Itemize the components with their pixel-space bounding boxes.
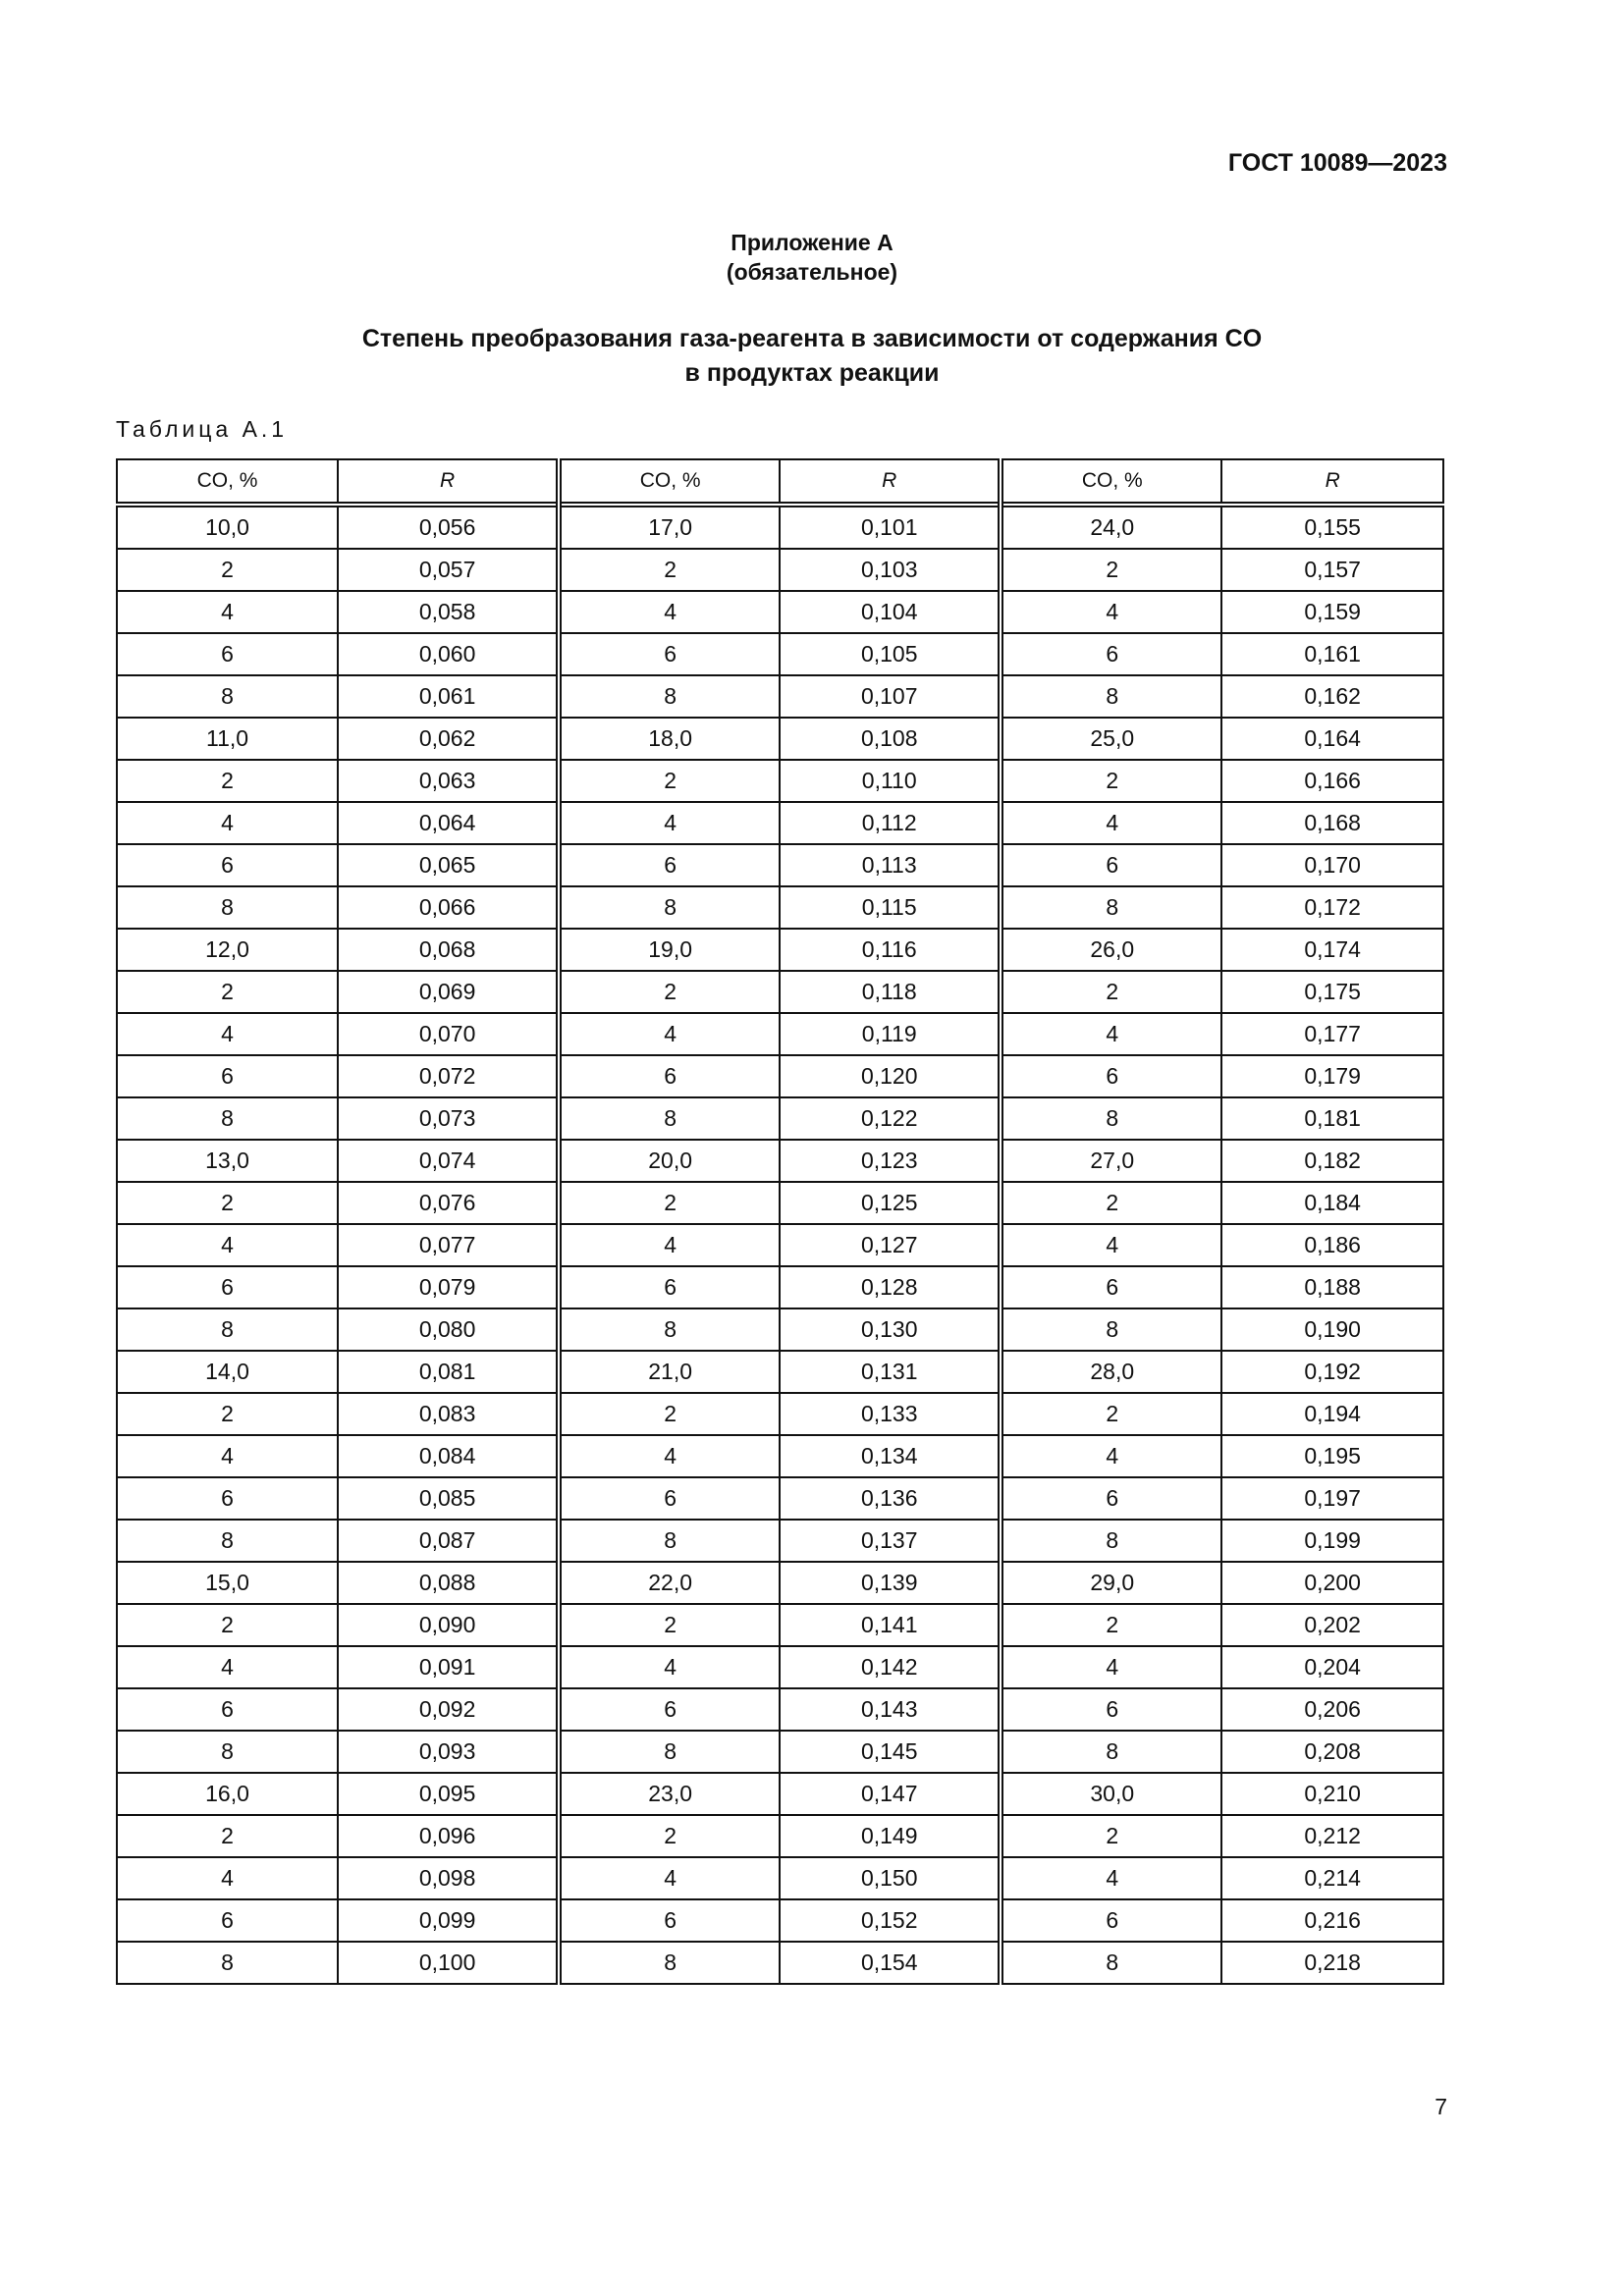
cell-r-1: 0,074 (338, 1140, 559, 1182)
cell-co-3: 8 (1001, 886, 1221, 929)
cell-co-1: 2 (117, 1604, 338, 1646)
cell-r-3: 0,206 (1221, 1688, 1443, 1731)
cell-r-1: 0,062 (338, 718, 559, 760)
cell-r-3: 0,192 (1221, 1351, 1443, 1393)
table-row (117, 1097, 1443, 1140)
header-co-2: CO, % (559, 459, 780, 505)
cell-co-2: 2 (559, 1815, 780, 1857)
cell-co-3: 8 (1001, 1097, 1221, 1140)
cell-co-1: 8 (117, 1942, 338, 1984)
cell-r-3: 0,161 (1221, 633, 1443, 675)
cell-co-2: 8 (559, 1942, 780, 1984)
cell-r-3: 0,186 (1221, 1224, 1443, 1266)
table-row (117, 1393, 1443, 1435)
cell-co-2: 19,0 (559, 929, 780, 971)
cell-co-1: 8 (117, 1731, 338, 1773)
cell-co-1: 2 (117, 1815, 338, 1857)
table-row (117, 1731, 1443, 1773)
cell-co-1: 12,0 (117, 929, 338, 971)
cell-co-1: 13,0 (117, 1140, 338, 1182)
table-row (117, 1055, 1443, 1097)
cell-co-3: 8 (1001, 675, 1221, 718)
cell-co-3: 2 (1001, 760, 1221, 802)
cell-r-3: 0,177 (1221, 1013, 1443, 1055)
header-r-1: R (338, 459, 559, 505)
header-co-1: CO, % (117, 459, 338, 505)
cell-co-2: 4 (559, 1013, 780, 1055)
cell-co-1: 2 (117, 760, 338, 802)
cell-co-2: 2 (559, 760, 780, 802)
cell-r-3: 0,181 (1221, 1097, 1443, 1140)
table-row (117, 1815, 1443, 1857)
table-row (117, 760, 1443, 802)
cell-co-1: 8 (117, 675, 338, 718)
cell-r-2: 0,136 (780, 1477, 1001, 1520)
table-row (117, 1688, 1443, 1731)
cell-r-1: 0,083 (338, 1393, 559, 1435)
table-row (117, 1857, 1443, 1899)
cell-r-1: 0,064 (338, 802, 559, 844)
table-row (117, 633, 1443, 675)
cell-co-2: 8 (559, 1308, 780, 1351)
cell-co-1: 6 (117, 1477, 338, 1520)
cell-r-3: 0,208 (1221, 1731, 1443, 1773)
cell-co-1: 4 (117, 1646, 338, 1688)
cell-co-1: 8 (117, 1308, 338, 1351)
cell-co-2: 4 (559, 1224, 780, 1266)
table-row (117, 1013, 1443, 1055)
table-row (117, 1520, 1443, 1562)
cell-r-3: 0,182 (1221, 1140, 1443, 1182)
cell-r-1: 0,076 (338, 1182, 559, 1224)
cell-co-3: 4 (1001, 1435, 1221, 1477)
cell-r-1: 0,087 (338, 1520, 559, 1562)
cell-r-1: 0,060 (338, 633, 559, 675)
cell-co-2: 4 (559, 591, 780, 633)
cell-co-3: 8 (1001, 1731, 1221, 1773)
cell-co-2: 6 (559, 1688, 780, 1731)
cell-co-3: 6 (1001, 1055, 1221, 1097)
cell-co-2: 2 (559, 1182, 780, 1224)
cell-r-3: 0,216 (1221, 1899, 1443, 1942)
cell-r-3: 0,172 (1221, 886, 1443, 929)
cell-co-3: 4 (1001, 1857, 1221, 1899)
cell-r-3: 0,200 (1221, 1562, 1443, 1604)
page-number: 7 (1435, 2094, 1447, 2119)
cell-r-2: 0,122 (780, 1097, 1001, 1140)
cell-co-1: 15,0 (117, 1562, 338, 1604)
cell-co-3: 8 (1001, 1942, 1221, 1984)
table-row (117, 1562, 1443, 1604)
cell-co-3: 6 (1001, 844, 1221, 886)
cell-co-2: 8 (559, 1731, 780, 1773)
cell-r-2: 0,143 (780, 1688, 1001, 1731)
cell-co-2: 4 (559, 802, 780, 844)
cell-r-2: 0,108 (780, 718, 1001, 760)
cell-r-1: 0,072 (338, 1055, 559, 1097)
table-row (117, 1308, 1443, 1351)
appendix-heading (0, 228, 1624, 287)
cell-co-3: 26,0 (1001, 929, 1221, 971)
cell-r-1: 0,099 (338, 1899, 559, 1942)
cell-r-3: 0,188 (1221, 1266, 1443, 1308)
cell-r-1: 0,093 (338, 1731, 559, 1773)
cell-r-1: 0,081 (338, 1351, 559, 1393)
cell-r-2: 0,120 (780, 1055, 1001, 1097)
cell-co-3: 8 (1001, 1308, 1221, 1351)
cell-co-3: 2 (1001, 1182, 1221, 1224)
cell-co-2: 6 (559, 633, 780, 675)
cell-r-3: 0,162 (1221, 675, 1443, 718)
cell-r-1: 0,080 (338, 1308, 559, 1351)
title-line-1: Степень преобразования газа-реагента в зависимости от содержания CO (361, 325, 1263, 352)
cell-r-2: 0,137 (780, 1520, 1001, 1562)
cell-r-1: 0,065 (338, 844, 559, 886)
cell-r-3: 0,190 (1221, 1308, 1443, 1351)
cell-r-2: 0,123 (780, 1140, 1001, 1182)
cell-r-2: 0,128 (780, 1266, 1001, 1308)
cell-co-3: 6 (1001, 1899, 1221, 1942)
cell-co-1: 2 (117, 971, 338, 1013)
table-row (117, 1266, 1443, 1308)
table-row (117, 1435, 1443, 1477)
cell-co-1: 8 (117, 886, 338, 929)
cell-co-1: 4 (117, 1857, 338, 1899)
table-row (117, 971, 1443, 1013)
cell-r-2: 0,150 (780, 1857, 1001, 1899)
cell-r-2: 0,125 (780, 1182, 1001, 1224)
cell-co-1: 4 (117, 1435, 338, 1477)
cell-r-3: 0,194 (1221, 1393, 1443, 1435)
cell-co-2: 4 (559, 1435, 780, 1477)
cell-co-2: 8 (559, 675, 780, 718)
cell-r-1: 0,057 (338, 549, 559, 591)
appendix-name: Приложение А (731, 230, 893, 255)
table-row (117, 886, 1443, 929)
cell-r-2: 0,112 (780, 802, 1001, 844)
cell-co-1: 6 (117, 1899, 338, 1942)
cell-r-2: 0,116 (780, 929, 1001, 971)
cell-co-2: 18,0 (559, 718, 780, 760)
cell-co-3: 4 (1001, 1013, 1221, 1055)
table-row (117, 1899, 1443, 1942)
cell-r-2: 0,110 (780, 760, 1001, 802)
cell-r-1: 0,095 (338, 1773, 559, 1815)
cell-co-1: 6 (117, 1688, 338, 1731)
cell-co-2: 21,0 (559, 1351, 780, 1393)
cell-co-1: 4 (117, 591, 338, 633)
cell-co-1: 2 (117, 549, 338, 591)
header-r-2: R (780, 459, 1001, 505)
cell-r-3: 0,168 (1221, 802, 1443, 844)
table-row (117, 844, 1443, 886)
cell-co-1: 6 (117, 1055, 338, 1097)
cell-r-3: 0,155 (1221, 505, 1443, 549)
cell-co-3: 4 (1001, 1646, 1221, 1688)
cell-r-1: 0,058 (338, 591, 559, 633)
cell-co-1: 4 (117, 1013, 338, 1055)
cell-r-2: 0,147 (780, 1773, 1001, 1815)
cell-r-1: 0,077 (338, 1224, 559, 1266)
cell-co-3: 6 (1001, 1477, 1221, 1520)
table-row (117, 1604, 1443, 1646)
cell-r-3: 0,204 (1221, 1646, 1443, 1688)
table-header-row (117, 459, 1443, 505)
cell-r-2: 0,139 (780, 1562, 1001, 1604)
cell-co-3: 2 (1001, 1393, 1221, 1435)
cell-co-3: 6 (1001, 633, 1221, 675)
cell-r-3: 0,157 (1221, 549, 1443, 591)
header-co-3: CO, % (1001, 459, 1221, 505)
cell-r-3: 0,174 (1221, 929, 1443, 971)
appendix-title (0, 322, 1624, 391)
cell-co-3: 4 (1001, 1224, 1221, 1266)
table-row (117, 1140, 1443, 1182)
table-row (117, 505, 1443, 549)
cell-co-3: 4 (1001, 591, 1221, 633)
table-row (117, 1182, 1443, 1224)
cell-co-2: 6 (559, 1477, 780, 1520)
cell-r-1: 0,063 (338, 760, 559, 802)
cell-r-1: 0,056 (338, 505, 559, 549)
table-row (117, 549, 1443, 591)
cell-r-2: 0,105 (780, 633, 1001, 675)
cell-co-1: 4 (117, 802, 338, 844)
cell-r-2: 0,142 (780, 1646, 1001, 1688)
cell-co-2: 8 (559, 1097, 780, 1140)
cell-co-2: 20,0 (559, 1140, 780, 1182)
cell-co-3: 29,0 (1001, 1562, 1221, 1604)
cell-r-3: 0,197 (1221, 1477, 1443, 1520)
cell-r-2: 0,127 (780, 1224, 1001, 1266)
cell-co-2: 2 (559, 1393, 780, 1435)
cell-r-3: 0,214 (1221, 1857, 1443, 1899)
cell-co-3: 28,0 (1001, 1351, 1221, 1393)
cell-r-2: 0,119 (780, 1013, 1001, 1055)
cell-co-3: 4 (1001, 802, 1221, 844)
cell-co-2: 6 (559, 1899, 780, 1942)
document-code: ГОСТ 10089—2023 (1227, 149, 1447, 177)
cell-co-1: 6 (117, 1266, 338, 1308)
cell-co-3: 24,0 (1001, 505, 1221, 549)
cell-r-2: 0,152 (780, 1899, 1001, 1942)
cell-r-3: 0,184 (1221, 1182, 1443, 1224)
cell-co-2: 6 (559, 844, 780, 886)
cell-co-3: 2 (1001, 549, 1221, 591)
cell-co-1: 10,0 (117, 505, 338, 549)
cell-r-2: 0,115 (780, 886, 1001, 929)
cell-r-1: 0,091 (338, 1646, 559, 1688)
title-line-2: в продуктах реакции (684, 359, 940, 387)
cell-r-1: 0,090 (338, 1604, 559, 1646)
cell-co-2: 2 (559, 971, 780, 1013)
cell-r-2: 0,131 (780, 1351, 1001, 1393)
cell-r-2: 0,103 (780, 549, 1001, 591)
cell-r-2: 0,101 (780, 505, 1001, 549)
cell-r-1: 0,073 (338, 1097, 559, 1140)
cell-co-3: 6 (1001, 1266, 1221, 1308)
cell-co-3: 6 (1001, 1688, 1221, 1731)
cell-r-3: 0,164 (1221, 718, 1443, 760)
cell-co-3: 8 (1001, 1520, 1221, 1562)
cell-r-3: 0,210 (1221, 1773, 1443, 1815)
cell-r-3: 0,212 (1221, 1815, 1443, 1857)
cell-r-1: 0,066 (338, 886, 559, 929)
cell-co-2: 17,0 (559, 505, 780, 549)
cell-r-1: 0,098 (338, 1857, 559, 1899)
cell-r-3: 0,195 (1221, 1435, 1443, 1477)
cell-co-2: 2 (559, 549, 780, 591)
cell-r-2: 0,154 (780, 1942, 1001, 1984)
cell-co-1: 16,0 (117, 1773, 338, 1815)
cell-r-2: 0,141 (780, 1604, 1001, 1646)
cell-r-1: 0,061 (338, 675, 559, 718)
cell-r-1: 0,069 (338, 971, 559, 1013)
cell-co-1: 8 (117, 1097, 338, 1140)
cell-r-2: 0,104 (780, 591, 1001, 633)
cell-r-1: 0,088 (338, 1562, 559, 1604)
table-label: Таблица А.1 (116, 416, 289, 442)
table-row (117, 1942, 1443, 1984)
cell-r-2: 0,113 (780, 844, 1001, 886)
cell-co-1: 2 (117, 1393, 338, 1435)
table-row (117, 1773, 1443, 1815)
cell-r-1: 0,100 (338, 1942, 559, 1984)
cell-r-2: 0,133 (780, 1393, 1001, 1435)
conversion-table (116, 458, 1444, 1985)
cell-co-1: 8 (117, 1520, 338, 1562)
cell-co-1: 11,0 (117, 718, 338, 760)
cell-co-2: 8 (559, 1520, 780, 1562)
cell-r-1: 0,092 (338, 1688, 559, 1731)
table-row (117, 1224, 1443, 1266)
cell-co-1: 6 (117, 844, 338, 886)
cell-co-2: 22,0 (559, 1562, 780, 1604)
cell-r-1: 0,068 (338, 929, 559, 971)
cell-co-2: 23,0 (559, 1773, 780, 1815)
table-row (117, 1646, 1443, 1688)
cell-co-3: 2 (1001, 1604, 1221, 1646)
cell-r-2: 0,145 (780, 1731, 1001, 1773)
cell-co-1: 14,0 (117, 1351, 338, 1393)
cell-co-3: 27,0 (1001, 1140, 1221, 1182)
table-row (117, 929, 1443, 971)
cell-co-2: 4 (559, 1646, 780, 1688)
cell-co-2: 4 (559, 1857, 780, 1899)
cell-r-3: 0,202 (1221, 1604, 1443, 1646)
table-body (117, 505, 1443, 1984)
table-row (117, 591, 1443, 633)
cell-r-1: 0,096 (338, 1815, 559, 1857)
cell-co-2: 6 (559, 1266, 780, 1308)
cell-r-3: 0,170 (1221, 844, 1443, 886)
cell-co-1: 2 (117, 1182, 338, 1224)
appendix-status: (обязательное) (726, 259, 898, 285)
table-row (117, 802, 1443, 844)
cell-co-2: 8 (559, 886, 780, 929)
cell-r-3: 0,218 (1221, 1942, 1443, 1984)
cell-r-1: 0,084 (338, 1435, 559, 1477)
cell-r-2: 0,118 (780, 971, 1001, 1013)
cell-co-3: 2 (1001, 1815, 1221, 1857)
cell-r-2: 0,130 (780, 1308, 1001, 1351)
cell-r-2: 0,134 (780, 1435, 1001, 1477)
table-row (117, 1351, 1443, 1393)
cell-r-3: 0,199 (1221, 1520, 1443, 1562)
cell-r-1: 0,070 (338, 1013, 559, 1055)
cell-r-1: 0,079 (338, 1266, 559, 1308)
cell-co-3: 2 (1001, 971, 1221, 1013)
cell-co-1: 4 (117, 1224, 338, 1266)
cell-r-1: 0,085 (338, 1477, 559, 1520)
table-row (117, 1477, 1443, 1520)
cell-r-3: 0,166 (1221, 760, 1443, 802)
cell-r-2: 0,149 (780, 1815, 1001, 1857)
cell-r-2: 0,107 (780, 675, 1001, 718)
cell-r-3: 0,159 (1221, 591, 1443, 633)
cell-r-3: 0,175 (1221, 971, 1443, 1013)
table-row (117, 718, 1443, 760)
table-row (117, 675, 1443, 718)
cell-co-1: 6 (117, 633, 338, 675)
cell-co-2: 6 (559, 1055, 780, 1097)
cell-co-2: 2 (559, 1604, 780, 1646)
cell-co-3: 30,0 (1001, 1773, 1221, 1815)
header-r-3: R (1221, 459, 1443, 505)
cell-r-3: 0,179 (1221, 1055, 1443, 1097)
cell-co-3: 25,0 (1001, 718, 1221, 760)
